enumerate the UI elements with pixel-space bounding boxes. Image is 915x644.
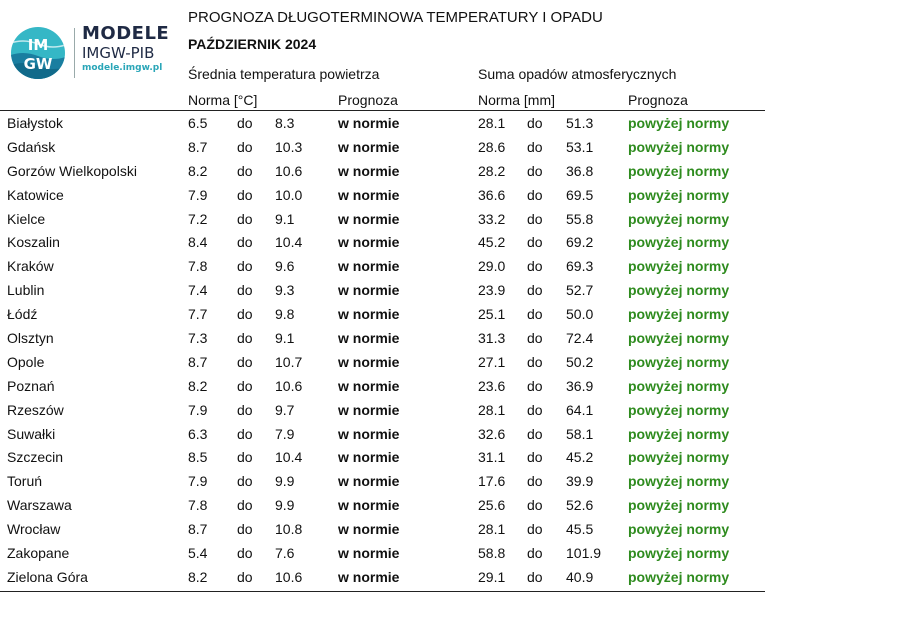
temp-norm-min: 8.5 bbox=[188, 449, 208, 466]
precip-forecast: powyżej normy bbox=[628, 306, 730, 323]
precip-forecast: powyżej normy bbox=[628, 234, 730, 251]
precip-norm-min: 28.6 bbox=[478, 138, 506, 155]
temp-range-separator: do bbox=[237, 330, 253, 347]
temp-norm-min: 7.7 bbox=[188, 306, 208, 323]
precip-norm-max: 36.9 bbox=[566, 377, 594, 394]
precip-forecast: powyżej normy bbox=[628, 473, 730, 490]
badge-text-bottom: GW bbox=[23, 55, 53, 73]
temp-norm-min: 5.4 bbox=[188, 545, 208, 562]
temp-forecast: w normie bbox=[338, 162, 400, 179]
precip-norm-min: 31.1 bbox=[478, 449, 506, 466]
precip-norm-min: 58.8 bbox=[478, 545, 506, 562]
logo-title: MODELE bbox=[82, 23, 170, 44]
precip-norm-max: 72.4 bbox=[566, 330, 594, 347]
precip-range-separator: do bbox=[527, 497, 543, 514]
precip-range-separator: do bbox=[527, 210, 543, 227]
temp-range-separator: do bbox=[237, 162, 253, 179]
temp-forecast: w normie bbox=[338, 497, 400, 514]
precip-norm-min: 45.2 bbox=[478, 234, 506, 251]
temp-norm-max: 10.6 bbox=[275, 377, 303, 394]
precip-norm-min: 17.6 bbox=[478, 473, 506, 490]
city-cell: Opole bbox=[7, 353, 45, 370]
precip-forecast: powyżej normy bbox=[628, 162, 730, 179]
precip-range-separator: do bbox=[527, 186, 543, 203]
table-row bbox=[0, 495, 765, 519]
precip-norm-min: 36.6 bbox=[478, 186, 506, 203]
precip-forecast: powyżej normy bbox=[628, 186, 730, 203]
temp-norm-max: 10.3 bbox=[275, 138, 303, 155]
precip-forecast: powyżej normy bbox=[628, 568, 730, 585]
precip-range-separator: do bbox=[527, 138, 543, 155]
precip-range-separator: do bbox=[527, 234, 543, 251]
table-row bbox=[0, 447, 765, 471]
temp-norm-min: 6.5 bbox=[188, 115, 208, 131]
city-cell: Szczecin bbox=[7, 449, 64, 466]
temp-forecast: w normie bbox=[338, 473, 400, 490]
temp-norm-min: 8.2 bbox=[188, 377, 208, 394]
precip-norm-max: 39.9 bbox=[566, 473, 594, 490]
precip-range-separator: do bbox=[527, 306, 543, 323]
temp-norm-max: 10.6 bbox=[275, 162, 303, 179]
temp-range-separator: do bbox=[237, 138, 253, 155]
forecast-table bbox=[0, 113, 765, 591]
temp-norm-min: 8.7 bbox=[188, 353, 208, 370]
temp-forecast: w normie bbox=[338, 210, 400, 227]
precip-norm-min: 29.1 bbox=[478, 568, 506, 585]
precip-norm-min: 28.2 bbox=[478, 162, 506, 179]
temp-norm-max: 10.0 bbox=[275, 186, 303, 203]
precip-norm-min: 29.0 bbox=[478, 258, 506, 275]
temp-norm-max: 10.7 bbox=[275, 353, 303, 370]
group-header-precipitation: Suma opadów atmosferycznych bbox=[478, 66, 677, 82]
precip-norm-max: 51.3 bbox=[566, 115, 594, 131]
precip-norm-min: 23.6 bbox=[478, 377, 506, 394]
precip-range-separator: do bbox=[527, 449, 543, 466]
precip-forecast: powyżej normy bbox=[628, 425, 730, 442]
temp-forecast: w normie bbox=[338, 282, 400, 299]
city-cell: Gorzów Wielkopolski bbox=[7, 162, 137, 179]
temp-norm-max: 9.9 bbox=[275, 497, 295, 514]
table-row bbox=[0, 209, 765, 233]
table-row bbox=[0, 543, 765, 567]
precip-norm-max: 69.5 bbox=[566, 186, 594, 203]
temp-norm-max: 10.4 bbox=[275, 449, 303, 466]
temp-forecast: w normie bbox=[338, 306, 400, 323]
table-row bbox=[0, 328, 765, 352]
temp-forecast: w normie bbox=[338, 425, 400, 442]
precip-norm-max: 52.6 bbox=[566, 497, 594, 514]
city-cell: Wrocław bbox=[7, 521, 61, 538]
precip-norm-max: 36.8 bbox=[566, 162, 594, 179]
temp-forecast: w normie bbox=[338, 568, 400, 585]
precip-norm-max: 101.9 bbox=[566, 545, 602, 562]
temp-norm-min: 8.4 bbox=[188, 234, 208, 251]
temp-norm-max: 7.6 bbox=[275, 545, 295, 562]
temp-norm-min: 7.8 bbox=[188, 497, 208, 514]
city-cell: Poznań bbox=[7, 377, 55, 394]
table-row bbox=[0, 280, 765, 304]
precip-forecast: powyżej normy bbox=[628, 449, 730, 466]
precip-norm-max: 53.1 bbox=[566, 138, 594, 155]
temp-range-separator: do bbox=[237, 282, 253, 299]
temp-norm-min: 7.2 bbox=[188, 210, 208, 227]
temp-forecast: w normie bbox=[338, 186, 400, 203]
precip-norm-max: 52.7 bbox=[566, 282, 594, 299]
table-row bbox=[0, 567, 765, 591]
city-cell: Łódź bbox=[7, 306, 38, 323]
temp-forecast: w normie bbox=[338, 330, 400, 347]
city-cell: Katowice bbox=[7, 186, 64, 203]
table-row bbox=[0, 376, 765, 400]
temp-range-separator: do bbox=[237, 401, 253, 418]
temp-range-separator: do bbox=[237, 473, 253, 490]
temp-forecast: w normie bbox=[338, 258, 400, 275]
precip-norm-min: 28.1 bbox=[478, 115, 506, 131]
precip-forecast: powyżej normy bbox=[628, 210, 730, 227]
precip-norm-max: 40.9 bbox=[566, 568, 594, 585]
precip-range-separator: do bbox=[527, 377, 543, 394]
precip-forecast: powyżej normy bbox=[628, 258, 730, 275]
temp-range-separator: do bbox=[237, 521, 253, 538]
temp-forecast: w normie bbox=[338, 377, 400, 394]
precip-range-separator: do bbox=[527, 162, 543, 179]
temp-forecast: w normie bbox=[338, 353, 400, 370]
temp-norm-max: 7.9 bbox=[275, 425, 295, 442]
city-cell: Olsztyn bbox=[7, 330, 54, 347]
precip-norm-min: 31.3 bbox=[478, 330, 506, 347]
temp-norm-min: 8.2 bbox=[188, 162, 208, 179]
table-row bbox=[0, 185, 765, 209]
precip-norm-max: 45.5 bbox=[566, 521, 594, 538]
precip-norm-min: 25.1 bbox=[478, 306, 506, 323]
temp-norm-min: 8.2 bbox=[188, 568, 208, 585]
col-header-precip-norm: Norma [mm] bbox=[478, 92, 555, 108]
precip-forecast: powyżej normy bbox=[628, 377, 730, 394]
table-row bbox=[0, 519, 765, 543]
col-header-temp-forecast: Prognoza bbox=[338, 92, 398, 108]
table-row bbox=[0, 471, 765, 495]
city-cell: Białystok bbox=[7, 115, 64, 131]
temp-forecast: w normie bbox=[338, 234, 400, 251]
precip-norm-max: 69.2 bbox=[566, 234, 594, 251]
temp-forecast: w normie bbox=[338, 138, 400, 155]
precip-norm-max: 58.1 bbox=[566, 425, 594, 442]
temp-norm-max: 10.6 bbox=[275, 568, 303, 585]
temp-range-separator: do bbox=[237, 115, 253, 131]
temp-forecast: w normie bbox=[338, 545, 400, 562]
temp-range-separator: do bbox=[237, 425, 253, 442]
precip-norm-min: 27.1 bbox=[478, 353, 506, 370]
temp-norm-min: 7.4 bbox=[188, 282, 208, 299]
precip-norm-max: 64.1 bbox=[566, 401, 594, 418]
temp-norm-min: 8.7 bbox=[188, 138, 208, 155]
precip-norm-max: 50.2 bbox=[566, 353, 594, 370]
temp-norm-max: 9.1 bbox=[275, 210, 295, 227]
temp-range-separator: do bbox=[237, 545, 253, 562]
table-row bbox=[0, 161, 765, 185]
temp-norm-max: 9.9 bbox=[275, 473, 295, 490]
temp-range-separator: do bbox=[237, 186, 253, 203]
temp-range-separator: do bbox=[237, 258, 253, 275]
city-cell: Warszawa bbox=[7, 497, 72, 514]
temp-norm-min: 7.3 bbox=[188, 330, 208, 347]
precip-forecast: powyżej normy bbox=[628, 138, 730, 155]
temp-range-separator: do bbox=[237, 306, 253, 323]
precip-norm-max: 50.0 bbox=[566, 306, 594, 323]
temp-norm-min: 7.8 bbox=[188, 258, 208, 275]
temp-range-separator: do bbox=[237, 497, 253, 514]
temp-range-separator: do bbox=[237, 353, 253, 370]
precip-norm-min: 32.6 bbox=[478, 425, 506, 442]
imgw-badge-icon bbox=[8, 26, 68, 80]
precip-range-separator: do bbox=[527, 282, 543, 299]
logo-divider bbox=[74, 28, 75, 78]
temp-forecast: w normie bbox=[338, 521, 400, 538]
city-cell: Lublin bbox=[7, 282, 45, 299]
city-cell: Gdańsk bbox=[7, 138, 56, 155]
table-row bbox=[0, 352, 765, 376]
precip-norm-min: 25.6 bbox=[478, 497, 506, 514]
temp-range-separator: do bbox=[237, 210, 253, 227]
temp-norm-max: 8.3 bbox=[275, 115, 295, 131]
table-row bbox=[0, 400, 765, 424]
temp-norm-min: 7.9 bbox=[188, 473, 208, 490]
temp-norm-max: 9.8 bbox=[275, 306, 295, 323]
temp-forecast: w normie bbox=[338, 449, 400, 466]
footer-rule bbox=[0, 591, 765, 592]
temp-norm-max: 9.6 bbox=[275, 258, 295, 275]
city-cell: Rzeszów bbox=[7, 401, 64, 418]
city-cell: Koszalin bbox=[7, 234, 60, 251]
city-cell: Toruń bbox=[7, 473, 43, 490]
precip-forecast: powyżej normy bbox=[628, 115, 730, 131]
precip-range-separator: do bbox=[527, 258, 543, 275]
city-cell: Suwałki bbox=[7, 425, 56, 442]
imgw-logo bbox=[8, 24, 168, 84]
precip-forecast: powyżej normy bbox=[628, 353, 730, 370]
temp-norm-min: 7.9 bbox=[188, 186, 208, 203]
temp-range-separator: do bbox=[237, 377, 253, 394]
precip-range-separator: do bbox=[527, 568, 543, 585]
precip-forecast: powyżej normy bbox=[628, 282, 730, 299]
temp-norm-max: 9.1 bbox=[275, 330, 295, 347]
precip-range-separator: do bbox=[527, 521, 543, 538]
precip-norm-max: 69.3 bbox=[566, 258, 594, 275]
precip-norm-max: 55.8 bbox=[566, 210, 594, 227]
city-cell: Zielona Góra bbox=[7, 568, 88, 585]
temp-norm-min: 6.3 bbox=[188, 425, 208, 442]
precip-range-separator: do bbox=[527, 425, 543, 442]
temp-norm-min: 8.7 bbox=[188, 521, 208, 538]
precip-norm-min: 23.9 bbox=[478, 282, 506, 299]
table-row bbox=[0, 304, 765, 328]
logo-text bbox=[82, 24, 169, 74]
precip-forecast: powyżej normy bbox=[628, 521, 730, 538]
precip-range-separator: do bbox=[527, 401, 543, 418]
temp-norm-max: 9.7 bbox=[275, 401, 295, 418]
precip-norm-max: 45.2 bbox=[566, 449, 594, 466]
precip-norm-min: 28.1 bbox=[478, 401, 506, 418]
precip-forecast: powyżej normy bbox=[628, 330, 730, 347]
precip-forecast: powyżej normy bbox=[628, 545, 730, 562]
temp-forecast: w normie bbox=[338, 401, 400, 418]
logo-url[interactable]: modele.imgw.pl bbox=[82, 63, 163, 73]
table-row bbox=[0, 113, 765, 137]
city-cell: Kraków bbox=[7, 258, 54, 275]
temp-range-separator: do bbox=[237, 568, 253, 585]
precip-forecast: powyżej normy bbox=[628, 497, 730, 514]
precip-range-separator: do bbox=[527, 353, 543, 370]
header-rule bbox=[0, 110, 765, 111]
col-header-temp-norm: Norma [°C] bbox=[188, 92, 258, 108]
precip-norm-min: 33.2 bbox=[478, 210, 506, 227]
precip-norm-min: 28.1 bbox=[478, 521, 506, 538]
page-subtitle: PAŹDZIERNIK 2024 bbox=[188, 36, 317, 52]
temp-range-separator: do bbox=[237, 234, 253, 251]
precip-range-separator: do bbox=[527, 473, 543, 490]
table-row bbox=[0, 232, 765, 256]
temp-norm-max: 10.4 bbox=[275, 234, 303, 251]
temp-norm-max: 9.3 bbox=[275, 282, 295, 299]
table-row bbox=[0, 137, 765, 161]
temp-range-separator: do bbox=[237, 449, 253, 466]
temp-norm-max: 10.8 bbox=[275, 521, 303, 538]
logo-subtitle: IMGW-PIB bbox=[82, 44, 155, 62]
temp-forecast: w normie bbox=[338, 115, 400, 131]
temp-norm-min: 7.9 bbox=[188, 401, 208, 418]
city-cell: Zakopane bbox=[7, 545, 70, 562]
badge-text-top: IM bbox=[27, 36, 49, 54]
col-header-precip-forecast: Prognoza bbox=[628, 92, 688, 108]
precip-range-separator: do bbox=[527, 545, 543, 562]
precip-forecast: powyżej normy bbox=[628, 401, 730, 418]
city-cell: Kielce bbox=[7, 210, 46, 227]
table-row bbox=[0, 256, 765, 280]
precip-range-separator: do bbox=[527, 330, 543, 347]
page-title: PROGNOZA DŁUGOTERMINOWA TEMPERATURY I OPADU bbox=[188, 9, 603, 26]
table-row bbox=[0, 424, 765, 448]
group-header-temperature: Średnia temperatura powietrza bbox=[188, 66, 380, 82]
precip-range-separator: do bbox=[527, 115, 543, 131]
